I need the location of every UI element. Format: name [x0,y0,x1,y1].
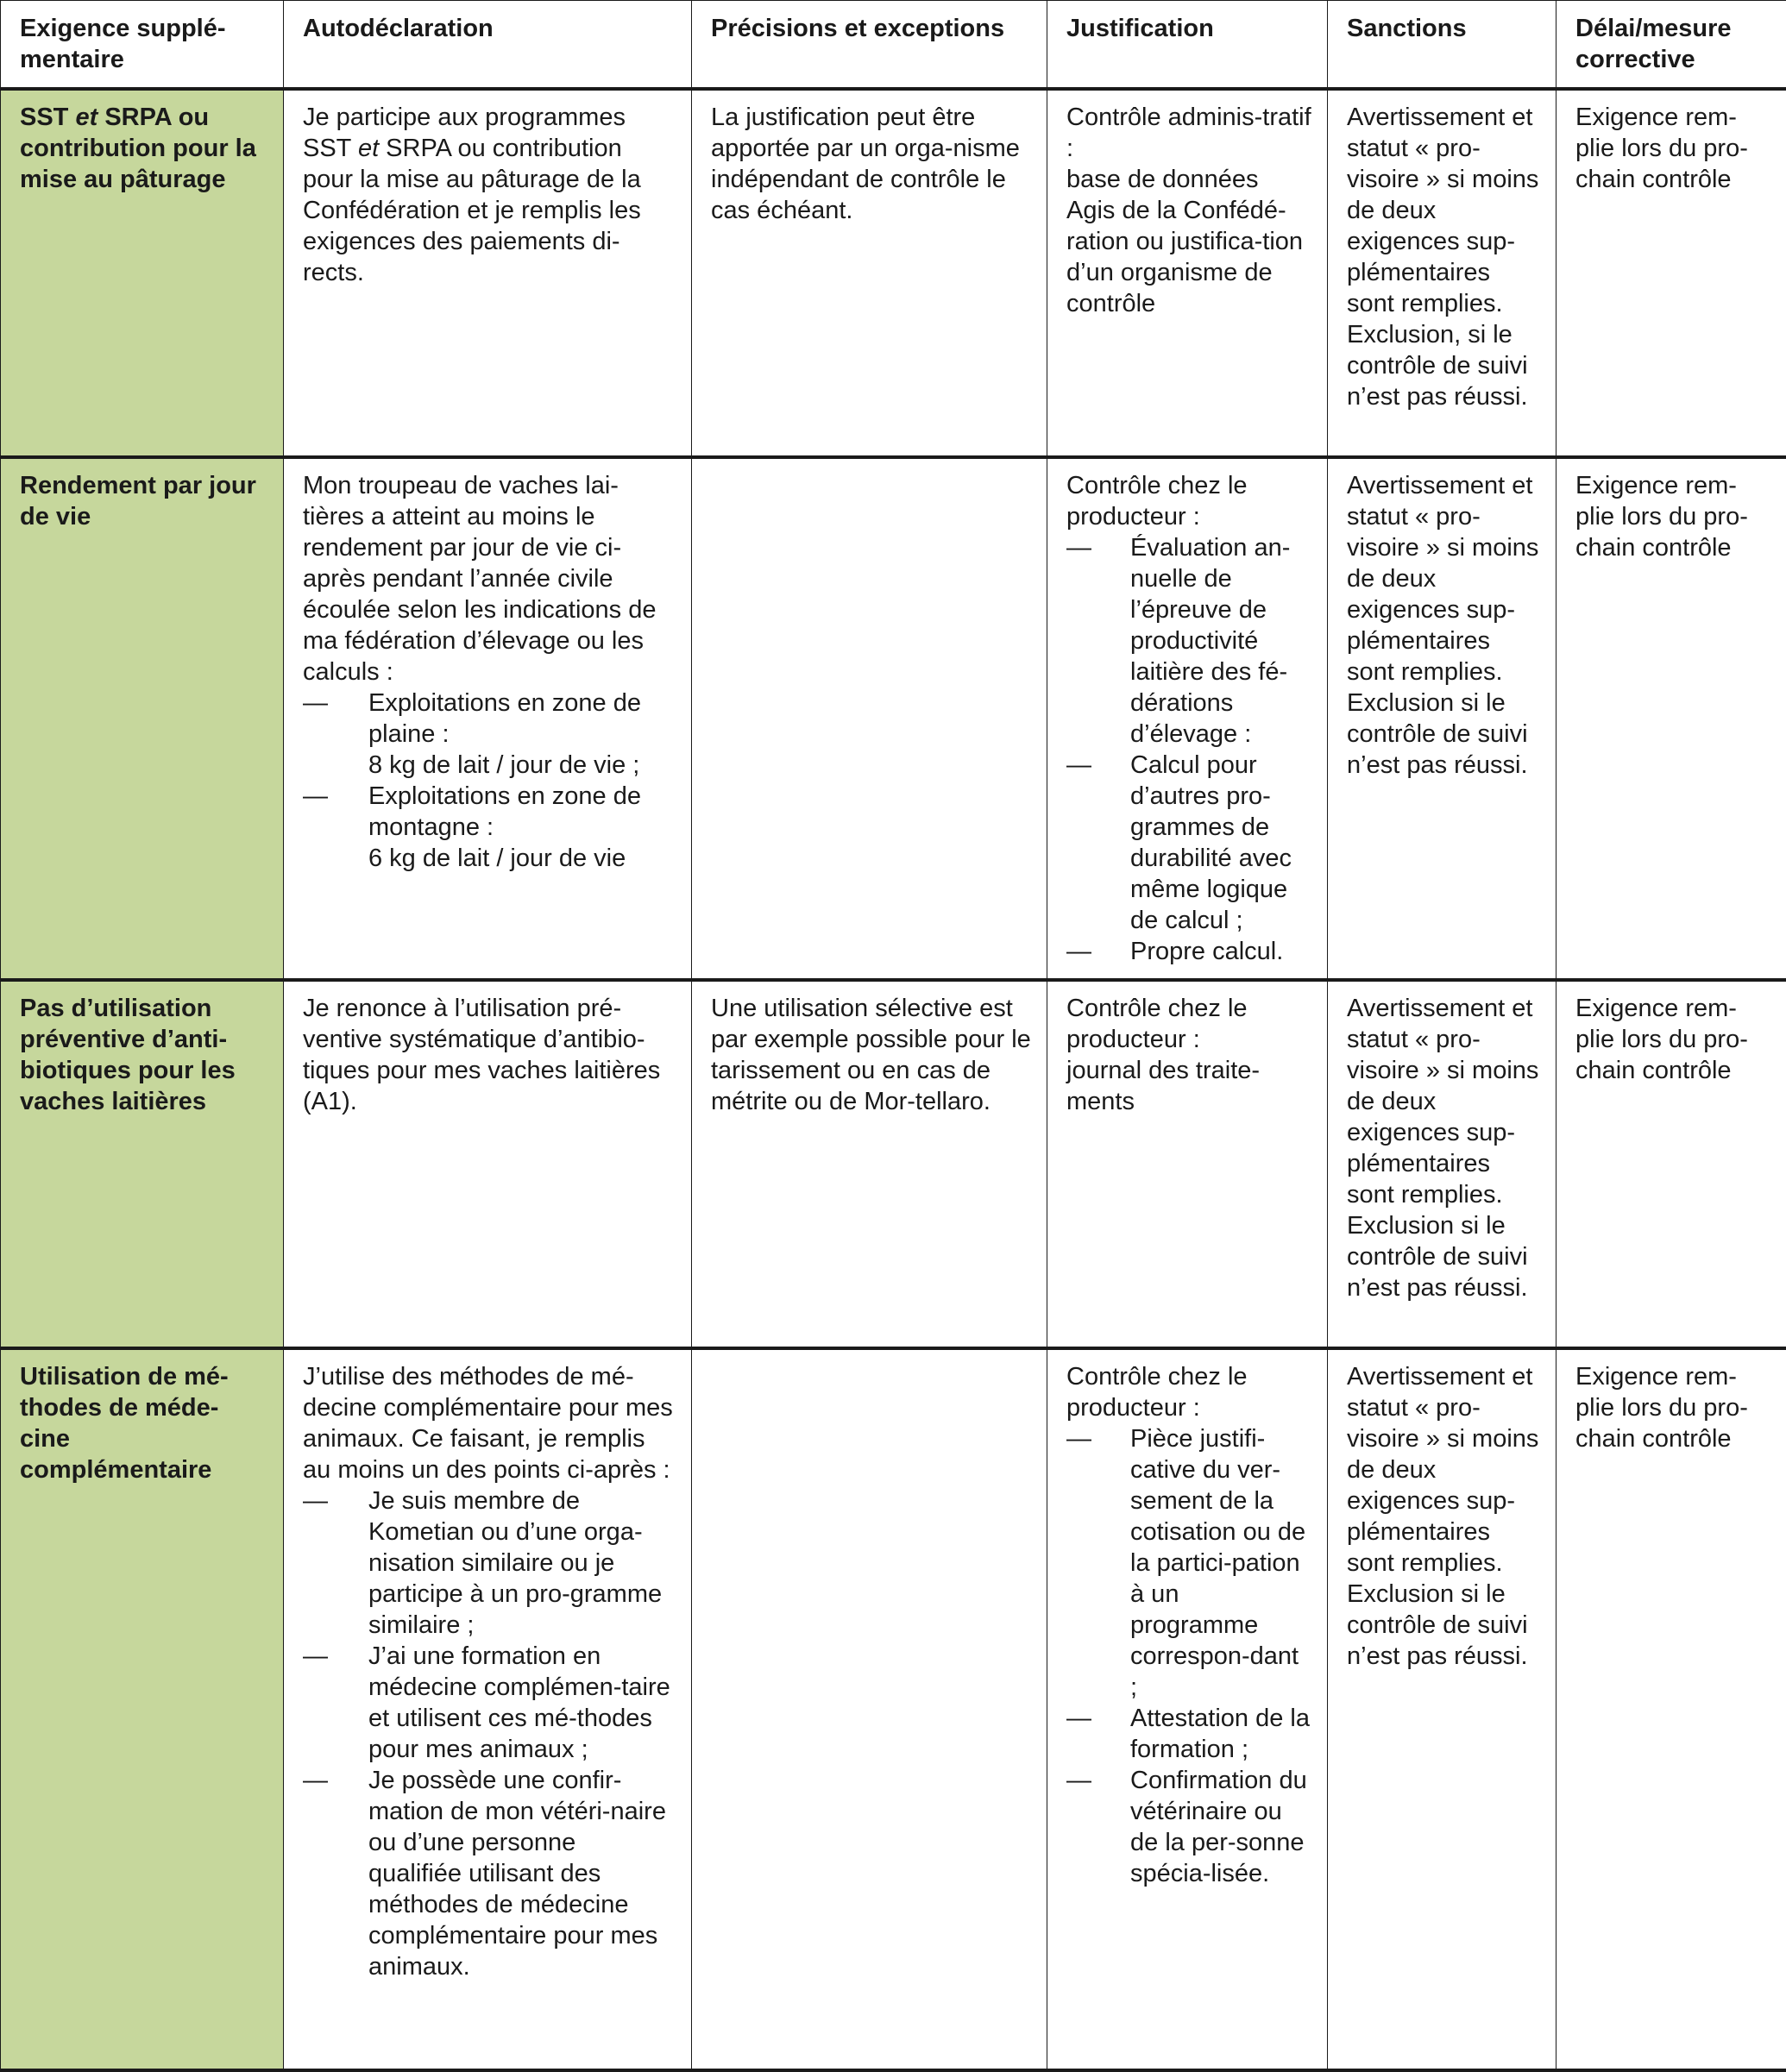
list-item: — Pièce justifi-cative du ver-sement de la cotisation ou de la partici-pation à un programme correspon-dant ; [1066,1423,1311,1703]
list-item: — Confirmation du vétérinaire ou de la per-sonne spécia-lisée. [1066,1765,1311,1889]
justification-intro: Contrôle chez le producteur : [1066,993,1311,1055]
header-justification: Justification [1047,1,1328,90]
header-autodeclaration: Autodéclaration [284,1,692,90]
list-item: — Calcul pour d’autres pro-grammes de durabilité avec même logique de calcul ; [1066,750,1311,936]
item-line: 8 kg de lait / jour de vie ; [368,750,676,781]
header-sanctions: Sanctions [1328,1,1556,90]
requirement-name [1,89,284,457]
auto-part: SRPA ou contribution pour la mise au pâturage de la Confédération et je remplis les exigences des paiements di-rects. [303,135,641,286]
justification-cell [1047,89,1328,457]
name-part: SRPA ou contribution pour la mise au pâturage [20,104,256,193]
list-item [303,781,676,874]
delai-cell: Exigence rem-plie lors du pro-chain contrôle [1556,980,1786,1348]
header-precisions: Précisions et exceptions [692,1,1047,90]
requirement-name: Rendement par jour de vie [1,457,284,980]
requirement-name: Pas d’utilisation préventive d’anti-biotiques pour les vaches laitières [1,980,284,1348]
table-row [1,89,1786,457]
auto-part: Je participe aux programmes SST [303,104,626,162]
name-part: SST [20,104,75,131]
delai-cell: Exigence rem-plie lors du pro-chain contrôle [1556,457,1786,980]
justification-text: base de données Agis de la Confédé-ration ou justifica-tion d’un organisme de contrôle [1066,164,1311,319]
delai-cell: Exigence rem-plie lors du pro-chain contrôle [1556,1348,1786,2070]
header-delai: Délai/mesure corrective [1556,1,1786,90]
sanctions-cell: Avertissement et statut « pro-visoire » si moins de deux exigences sup-plémentaires sont remplies. Exclusion, si le contrôle de suivi n’est pas réussi. [1328,89,1556,457]
table-row [1,980,1786,1348]
justification-cell [1047,1348,1328,2070]
autodeclaration-cell [284,457,692,980]
item-line: — Exploitations en zone de plaine : [368,688,676,750]
justification-cell [1047,980,1328,1348]
autodeclaration-cell: Je renonce à l’utilisation pré-ventive systématique d’antibio-tiques pour mes vaches laitières (A1). [284,980,692,1348]
sanctions-cell: Avertissement et statut « pro-visoire » si moins de deux exigences sup-plémentaires sont remplies. Exclusion si le contrôle de suivi n’est pas réussi. [1328,980,1556,1348]
item-line: — Exploitations en zone de montagne : [368,781,676,843]
list-item: — Je possède une confir-mation de mon vétéri-naire ou d’une personne qualifiée utilisant des méthodes de médecine complémentaire pour mes animaux. [303,1765,676,1982]
list-item: — Attestation de la formation ; [1066,1703,1311,1765]
item-line: 6 kg de lait / jour de vie [368,843,676,874]
auto-part-italic: et [358,135,379,162]
precisions-cell: Une utilisation sélective est par exemple possible pour le tarissement ou en cas de métrite ou de Mor-tellaro. [692,980,1047,1348]
name-part-italic: et [75,104,97,131]
header-exigence: Exigence supplé-mentaire [1,1,284,90]
list-item [303,688,676,781]
autodeclaration-cell [284,1348,692,2070]
list-item: — Propre calcul. [1066,936,1311,967]
table-row [1,457,1786,980]
justification-list [1066,1423,1311,1889]
auto-list [303,1485,676,1982]
justification-intro: Contrôle chez le producteur : [1066,470,1311,532]
auto-intro: J’utilise des méthodes de mé-decine complémentaire pour mes animaux. Ce faisant, je remplis au moins un des points ci-après : [303,1361,676,1485]
justification-intro: Contrôle adminis-tratif : [1066,102,1311,164]
requirement-name: Utilisation de mé-thodes de méde-cine complémentaire [1,1348,284,2070]
justification-intro: Contrôle chez le producteur : [1066,1361,1311,1423]
precisions-cell: La justification peut être apportée par un orga-nisme indépendant de contrôle le cas échéant. [692,89,1047,457]
header-row [1,1,1786,90]
justification-cell [1047,457,1328,980]
precisions-cell [692,457,1047,980]
autodeclaration-cell [284,89,692,457]
justification-text: journal des traite-ments [1066,1055,1311,1117]
auto-intro: Mon troupeau de vaches lai-tières a atteint au moins le rendement par jour de vie ci-après pendant l’année civile écoulée selon les indications de ma fédération d’élevage ou les calculs : [303,470,676,688]
delai-cell: Exigence rem-plie lors du pro-chain contrôle [1556,89,1786,457]
list-item: — Je suis membre de Kometian ou d’une orga-nisation similaire ou je participe à un pro-gramme similaire ; [303,1485,676,1641]
precisions-cell [692,1348,1047,2070]
table-row [1,1348,1786,2070]
list-item: — J’ai une formation en médecine complémen-taire et utilisent ces mé-thodes pour mes animaux ; [303,1641,676,1765]
justification-list [1066,532,1311,967]
list-item: — Évaluation an-nuelle de l’épreuve de productivité laitière des fé-dérations d’élevage : [1066,532,1311,750]
auto-list [303,688,676,874]
sanctions-cell: Avertissement et statut « pro-visoire » si moins de deux exigences sup-plémentaires sont remplies. Exclusion si le contrôle de suivi n’est pas réussi. [1328,457,1556,980]
sanctions-cell: Avertissement et statut « pro-visoire » si moins de deux exigences sup-plémentaires sont remplies. Exclusion si le contrôle de suivi n’est pas réussi. [1328,1348,1556,2070]
